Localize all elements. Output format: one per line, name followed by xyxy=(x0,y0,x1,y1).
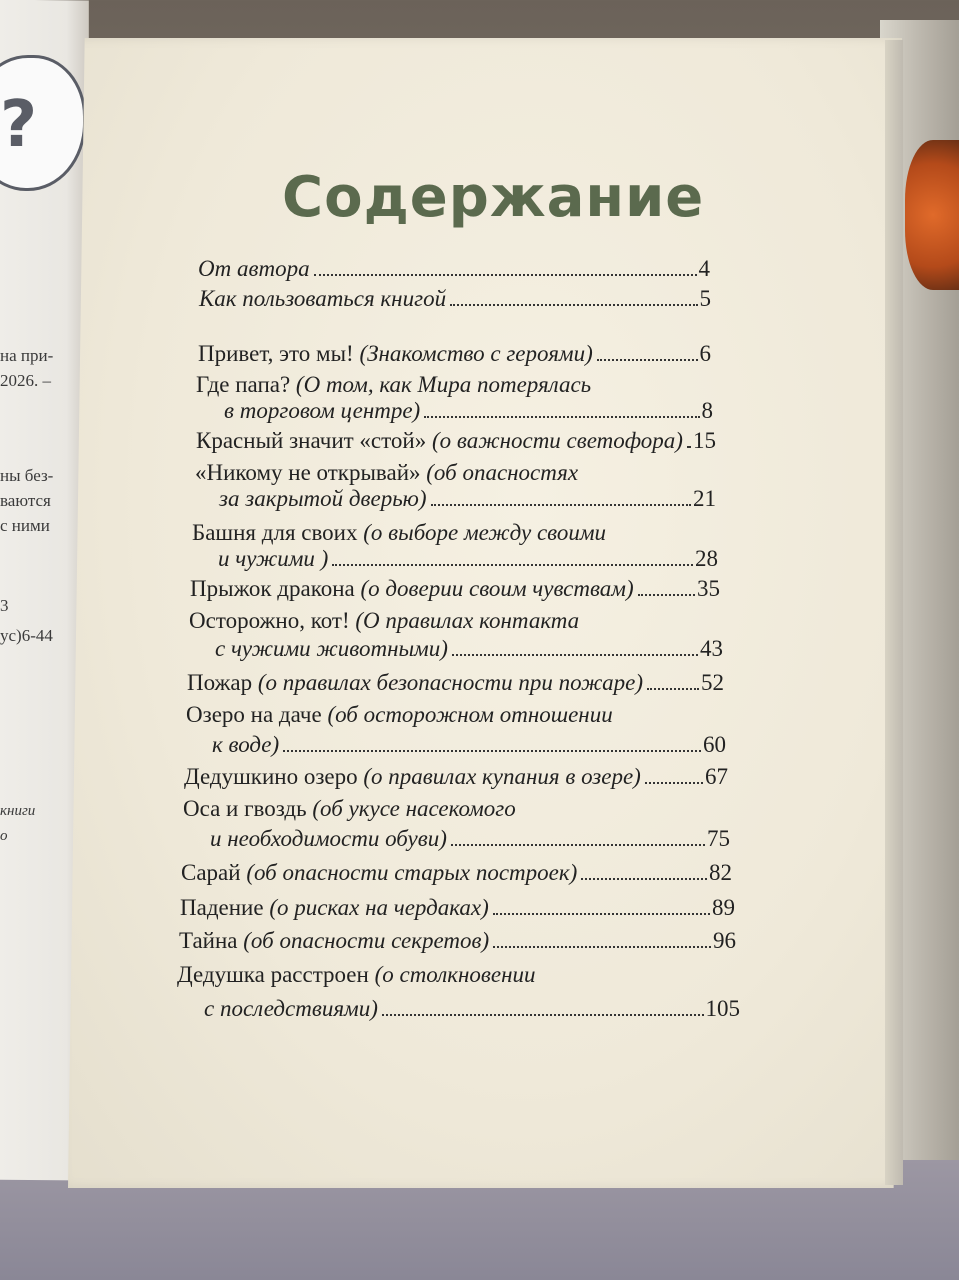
toc-entry xyxy=(198,256,710,282)
dot-leader xyxy=(452,654,698,656)
left-page-text: на при- xyxy=(0,346,54,365)
toc-page: 43 xyxy=(700,636,723,661)
dot-leader xyxy=(424,416,699,418)
toc-desc: (о правилах безопасности при пожаре) xyxy=(257,670,644,695)
dot-leader xyxy=(283,750,701,752)
toc-title: Дедушкино озеро xyxy=(184,764,358,789)
toc-desc: (о доверии своим чувствам) xyxy=(360,576,634,601)
toc-desc: (о рисках на чердаках) xyxy=(269,895,489,920)
toc-desc: (О том, как Мира потерялась xyxy=(295,372,592,397)
toc-title: Где папа? xyxy=(196,372,291,397)
toc-desc: (о важности светофора) xyxy=(431,428,683,453)
toc-title: «Никому не открывай» xyxy=(195,460,421,485)
toc-entry xyxy=(215,636,723,662)
dot-leader xyxy=(647,688,699,690)
toc-entry-line xyxy=(177,962,536,988)
toc-label: От автора xyxy=(198,256,310,281)
toc-page: 8 xyxy=(701,398,713,423)
toc-entry xyxy=(212,732,726,758)
left-page-text: с ними xyxy=(0,516,50,535)
toc-desc: в торговом центре) xyxy=(224,398,421,423)
toc-page: 28 xyxy=(695,546,718,571)
toc-entry-line xyxy=(196,372,591,398)
dot-leader xyxy=(597,359,698,361)
toc-desc: (О правилах контакта xyxy=(355,608,580,633)
toc-page: 21 xyxy=(693,486,716,511)
toc-title: Оса и гвоздь xyxy=(183,796,307,821)
dot-leader xyxy=(314,274,697,276)
toc-title: Красный значит «стой» xyxy=(196,428,427,453)
toc-label: Как пользоваться книгой xyxy=(199,286,447,311)
dot-leader xyxy=(581,878,707,880)
toc-desc: (об опасности секретов) xyxy=(243,928,490,953)
pumpkin-decoration xyxy=(905,140,959,290)
toc-title: Башня для своих xyxy=(192,520,358,545)
dot-leader xyxy=(382,1014,704,1016)
dot-leader xyxy=(645,782,703,784)
toc-page: 15 xyxy=(693,428,716,453)
toc-entry xyxy=(180,895,735,921)
toc-entry-line xyxy=(186,702,613,728)
toc-entry xyxy=(204,996,740,1022)
dot-leader xyxy=(431,504,691,506)
dot-leader xyxy=(493,946,711,948)
toc-title: Озеро на даче xyxy=(186,702,322,727)
toc-entry xyxy=(210,826,730,852)
toc-entry xyxy=(196,428,716,454)
toc-entry xyxy=(187,670,724,696)
toc-entry xyxy=(218,546,718,572)
dot-leader xyxy=(638,594,695,596)
toc-title: Осторожно, кот! xyxy=(189,608,350,633)
left-page-text: книги xyxy=(0,803,36,819)
toc-entry xyxy=(199,286,711,312)
toc-desc: (об опасности старых построек) xyxy=(246,860,578,885)
toc-entry xyxy=(224,398,713,424)
toc-desc: (о столкновении xyxy=(374,962,536,987)
toc-page: 52 xyxy=(701,670,724,695)
toc-desc: (Знакомство с героями) xyxy=(359,341,593,366)
toc-page: 6 xyxy=(699,341,711,366)
toc-desc: и необходимости обуви) xyxy=(210,826,447,851)
left-page-text: 2026. – xyxy=(0,371,51,390)
toc-page: 82 xyxy=(709,860,732,885)
toc-desc: и чужими ) xyxy=(218,546,329,571)
toc-title: Дедушка расстроен xyxy=(177,962,369,987)
dot-leader xyxy=(451,844,705,846)
toc-desc: к воде) xyxy=(212,732,280,757)
toc-desc: (о выборе между своими xyxy=(363,520,607,545)
toc-title: Пожар xyxy=(187,670,253,695)
toc-entry xyxy=(190,576,720,602)
toc-desc: (о правилах купания в озере) xyxy=(363,764,641,789)
toc-page: 60 xyxy=(703,732,726,757)
toc-desc: (об осторожном отношении xyxy=(327,702,613,727)
dot-leader xyxy=(450,304,697,306)
toc-entry xyxy=(184,764,728,790)
dot-leader xyxy=(493,913,710,915)
toc-entry-line xyxy=(183,796,516,822)
left-page-text: ны без- xyxy=(0,466,54,485)
dot-leader xyxy=(687,446,691,448)
left-page-text: ваются xyxy=(0,491,51,510)
question-mark-icon: ? xyxy=(0,88,38,162)
toc-page: 35 xyxy=(697,576,720,601)
toc-title: Прыжок дракона xyxy=(190,576,355,601)
toc-desc: с чужими животными) xyxy=(215,636,448,661)
left-page-text: ус)6-44 xyxy=(0,626,53,645)
toc-desc: (об укусе насекомого xyxy=(312,796,516,821)
toc-desc: за закрытой дверью) xyxy=(219,486,427,511)
toc-entry xyxy=(181,860,732,886)
toc-entry-line xyxy=(189,608,579,634)
page-edge xyxy=(885,40,903,1185)
toc-desc: с последствиями) xyxy=(204,996,378,1021)
toc-title: Падение xyxy=(180,895,264,920)
toc-desc: (об опасностях xyxy=(426,460,579,485)
toc-page: 75 xyxy=(707,826,730,851)
page-title: Содержание xyxy=(282,165,705,230)
toc-entry xyxy=(179,928,736,954)
toc-page: 4 xyxy=(698,256,710,281)
toc-entry xyxy=(219,486,716,512)
toc-entry xyxy=(198,341,711,367)
toc-page: 105 xyxy=(705,996,740,1021)
dot-leader xyxy=(332,564,693,566)
toc-page: 67 xyxy=(705,764,728,789)
toc-entry-line xyxy=(192,520,606,546)
toc-page: 96 xyxy=(713,928,736,953)
toc-title: Привет, это мы! xyxy=(198,341,354,366)
toc-entry-line xyxy=(195,460,578,486)
toc-page: 89 xyxy=(712,895,735,920)
toc-page: 5 xyxy=(699,286,711,311)
toc-title: Тайна xyxy=(179,928,238,953)
left-page-text: о xyxy=(0,828,8,844)
left-page-text: 3 xyxy=(0,596,9,615)
toc-title: Сарай xyxy=(181,860,241,885)
